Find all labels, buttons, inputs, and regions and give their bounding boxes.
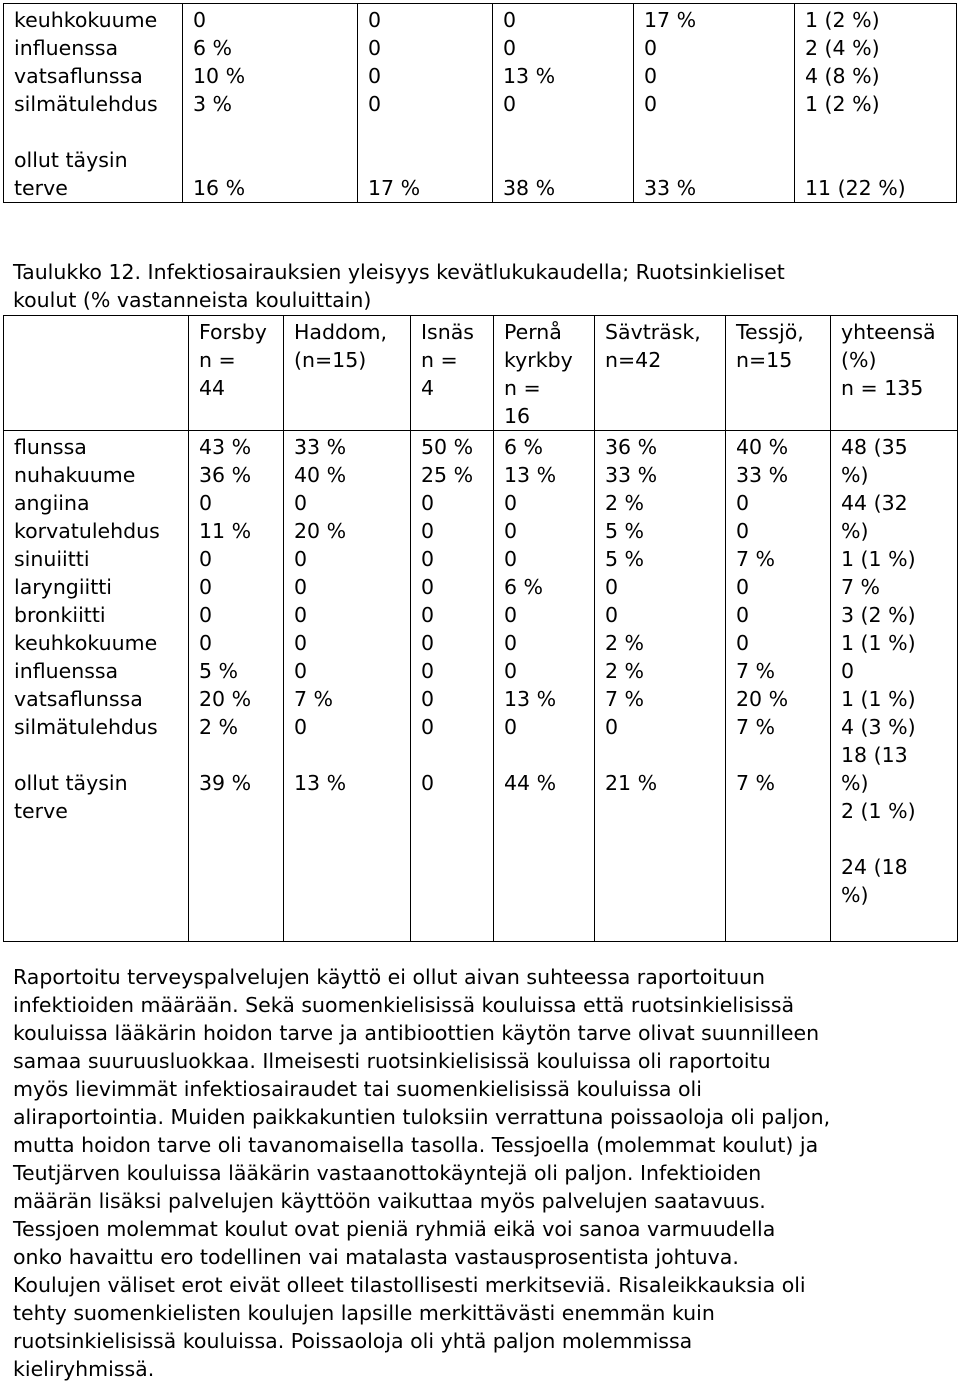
text-line: silmätulehdus xyxy=(14,715,158,739)
text-line xyxy=(805,118,950,146)
text-line: bronkiitti xyxy=(14,603,106,627)
text-line xyxy=(504,741,588,769)
text-line: 38 % xyxy=(503,176,556,200)
main-table-header-row xyxy=(4,316,958,431)
header-cell xyxy=(595,316,726,431)
text-line: 13 % xyxy=(294,771,347,795)
text-line: n=42 xyxy=(605,348,662,372)
text-line: 0 xyxy=(504,715,518,739)
text-line: 16 xyxy=(504,404,531,428)
text-line: 1 (1 %) xyxy=(841,631,916,655)
text-line: 0 xyxy=(421,715,435,739)
text-line xyxy=(605,741,719,769)
text-line: 33 % xyxy=(644,176,697,200)
text-line xyxy=(368,118,486,146)
text-line xyxy=(368,146,486,174)
text-line: 24 (18 xyxy=(841,855,908,879)
text-line: 13 % xyxy=(504,687,557,711)
text-line xyxy=(736,741,824,769)
top-table-cell xyxy=(358,4,493,203)
header-cell xyxy=(411,316,494,431)
top-table-cell xyxy=(493,4,634,203)
text-line: 3 % xyxy=(193,92,233,116)
text-line: Tessjoen molemmat koulut ovat pieniä ryhmiä eikä voi sanoa varmuudella xyxy=(13,1217,776,1241)
text-line xyxy=(294,741,404,769)
text-line: 2 % xyxy=(605,659,645,683)
text-line: angiina xyxy=(14,491,90,515)
text-line: Pernå xyxy=(504,320,562,344)
top-table xyxy=(3,3,957,203)
text-line: Isnäs xyxy=(421,320,474,344)
text-line: 0 xyxy=(504,491,518,515)
text-line: 40 % xyxy=(736,435,789,459)
text-line: vatsaflunssa xyxy=(14,64,143,88)
text-line: ruotsinkielisissä kouluissa. Poissaoloja oli yhtä paljon molemmissa xyxy=(13,1329,693,1353)
text-line: 0 xyxy=(421,547,435,571)
text-line: Forsby xyxy=(199,320,267,344)
text-line: terve xyxy=(14,176,68,200)
text-line: 0 xyxy=(421,771,435,795)
text-line: 0 xyxy=(368,8,382,32)
text-line: 4 (3 %) xyxy=(841,715,916,739)
text-line: 6 % xyxy=(504,575,544,599)
text-line: 2 (4 %) xyxy=(805,36,880,60)
text-line: 21 % xyxy=(605,771,658,795)
text-line: 7 % xyxy=(736,547,776,571)
text-line: n = xyxy=(421,348,458,372)
text-line: ollut täysin xyxy=(14,771,128,795)
body-cell xyxy=(189,431,284,942)
text-line: 0 xyxy=(503,36,517,60)
body-cell xyxy=(4,431,189,942)
text-line: kieliryhmissä. xyxy=(13,1357,155,1381)
text-line: 0 xyxy=(421,659,435,683)
text-line: korvatulehdus xyxy=(14,519,160,543)
text-line xyxy=(14,118,176,146)
text-line: kyrkby xyxy=(504,348,573,372)
text-line: 0 xyxy=(736,519,750,543)
text-line: 0 xyxy=(294,603,308,627)
text-line: Teutjärven kouluissa lääkärin vastaanottokäyntejä oli paljon. Infektioiden xyxy=(13,1161,762,1185)
text-line: influenssa xyxy=(14,36,119,60)
text-line: 0 xyxy=(605,715,619,739)
body-cell xyxy=(411,431,494,942)
text-line xyxy=(421,741,487,769)
text-line: 20 % xyxy=(736,687,789,711)
text-line: 11 % xyxy=(199,519,252,543)
text-line: 36 % xyxy=(199,463,252,487)
text-line: 5 % xyxy=(199,659,239,683)
main-table xyxy=(3,315,958,942)
text-line: 44 xyxy=(199,376,226,400)
body-cell xyxy=(595,431,726,942)
text-line: 48 (35 xyxy=(841,435,908,459)
text-line: onko havaittu ero todellinen vai matalasta vastausprosentista johtuva. xyxy=(13,1245,739,1269)
text-line: (%) xyxy=(841,348,877,372)
text-line: %) xyxy=(841,463,869,487)
text-line: 7 % xyxy=(736,771,776,795)
text-line: 7 % xyxy=(294,687,334,711)
text-line xyxy=(199,741,277,769)
text-line: 33 % xyxy=(736,463,789,487)
text-line: %) xyxy=(841,883,869,907)
header-cell xyxy=(189,316,284,431)
text-line: influenssa xyxy=(14,659,119,683)
text-line: 0 xyxy=(421,575,435,599)
text-line: määrän lisäksi palvelujen käyttöön vaikuttaa myös palvelujen saatavuus. xyxy=(13,1189,766,1213)
text-line: 0 xyxy=(736,631,750,655)
text-line: 0 xyxy=(841,659,855,683)
text-line: 0 xyxy=(294,547,308,571)
text-line: %) xyxy=(841,519,869,543)
text-line: 0 xyxy=(504,631,518,655)
text-line: 0 xyxy=(644,92,658,116)
text-line xyxy=(14,741,182,769)
body-cell xyxy=(831,431,958,942)
top-table-cell xyxy=(183,4,358,203)
text-line: 0 xyxy=(504,547,518,571)
text-line: 43 % xyxy=(199,435,252,459)
text-line xyxy=(503,118,627,146)
header-cell xyxy=(4,316,189,431)
text-line xyxy=(644,146,788,174)
text-line: infektioiden määrään. Sekä suomenkielisissä kouluissa että ruotsinkielisissä xyxy=(13,993,795,1017)
text-line: 0 xyxy=(503,8,517,32)
text-line: ollut täysin xyxy=(14,148,128,172)
body-cell xyxy=(494,431,595,942)
text-line: 13 % xyxy=(503,64,556,88)
text-line: 6 % xyxy=(193,36,233,60)
text-line: 17 % xyxy=(644,8,697,32)
text-line: Koulujen väliset erot eivät olleet tilastollisesti merkitseviä. Risaleikkauksia oli xyxy=(13,1273,806,1297)
header-cell xyxy=(494,316,595,431)
text-line: 3 (2 %) xyxy=(841,603,916,627)
text-line: 0 xyxy=(504,659,518,683)
body-cell xyxy=(284,431,411,942)
text-line: nuhakuume xyxy=(14,463,136,487)
text-line: %) xyxy=(841,771,869,795)
text-line: 0 xyxy=(294,575,308,599)
text-line: tehty suomenkielisten koulujen lapsille merkittävästi enemmän kuin xyxy=(13,1301,715,1325)
text-line: n = 135 xyxy=(841,376,924,400)
text-line: aliraportointia. Muiden paikkakuntien tuloksiin verrattuna poissaoloja oli paljon, xyxy=(13,1105,831,1129)
text-line: 0 xyxy=(503,92,517,116)
main-table-body-row xyxy=(4,431,958,942)
text-line: laryngiitti xyxy=(14,575,112,599)
text-line: Raportoitu terveyspalvelujen käyttö ei ollut aivan suhteessa raportoituun xyxy=(13,965,766,989)
text-line: keuhkokuume xyxy=(14,8,158,32)
text-line: 44 (32 xyxy=(841,491,908,515)
text-line: Sävträsk, xyxy=(605,320,701,344)
text-line: 25 % xyxy=(421,463,474,487)
text-line: 13 % xyxy=(504,463,557,487)
text-line: samaa suuruusluokkaa. Ilmeisesti ruotsinkielisissä kouluissa oli raportoitu xyxy=(13,1049,771,1073)
text-line: 2 % xyxy=(605,631,645,655)
text-line: n = xyxy=(504,376,541,400)
text-line: 2 % xyxy=(199,715,239,739)
text-line: 44 % xyxy=(504,771,557,795)
text-line: 5 % xyxy=(605,519,645,543)
text-line xyxy=(193,118,351,146)
text-line: myös lievimmät infektiosairaudet tai suomenkielisissä kouluissa oli xyxy=(13,1077,702,1101)
text-line: n = xyxy=(199,348,236,372)
text-line: 7 % xyxy=(736,659,776,683)
text-line: Haddom, xyxy=(294,320,388,344)
text-line: 33 % xyxy=(294,435,347,459)
text-line: flunssa xyxy=(14,435,87,459)
header-cell xyxy=(726,316,831,431)
text-line: 0 xyxy=(368,92,382,116)
text-line: 7 % xyxy=(841,575,881,599)
text-line: 0 xyxy=(605,603,619,627)
text-line xyxy=(644,118,788,146)
text-line: 0 xyxy=(644,64,658,88)
top-table-cell xyxy=(634,4,795,203)
text-line: 0 xyxy=(736,575,750,599)
text-line: 0 xyxy=(199,631,213,655)
text-line: 0 xyxy=(294,659,308,683)
text-line: 0 xyxy=(736,603,750,627)
text-line: 0 xyxy=(294,631,308,655)
text-line: 0 xyxy=(644,36,658,60)
text-line: 0 xyxy=(199,491,213,515)
text-line: 0 xyxy=(421,631,435,655)
top-table-cell xyxy=(795,4,957,203)
text-line xyxy=(841,825,951,853)
text-line: 2 % xyxy=(605,491,645,515)
text-line: 0 xyxy=(368,36,382,60)
caption-line: koulut (% vastanneista kouluittain) xyxy=(13,288,372,312)
text-line: 0 xyxy=(421,519,435,543)
text-line xyxy=(805,146,950,174)
text-line: silmätulehdus xyxy=(14,92,158,116)
text-line: 1 (2 %) xyxy=(805,8,880,32)
text-line: 0 xyxy=(199,547,213,571)
text-line: 0 xyxy=(421,491,435,515)
text-line: 7 % xyxy=(736,715,776,739)
table-caption xyxy=(13,258,943,314)
text-line: 17 % xyxy=(368,176,421,200)
text-line: 1 (1 %) xyxy=(841,547,916,571)
text-line: n=15 xyxy=(736,348,793,372)
text-line: 0 xyxy=(199,603,213,627)
caption-line: Taulukko 12. Infektiosairauksien yleisyys kevätlukukaudella; Ruotsinkieliset xyxy=(13,260,785,284)
text-line: Tessjö, xyxy=(736,320,804,344)
top-table-row xyxy=(4,4,957,203)
text-line: sinuiitti xyxy=(14,547,90,571)
header-cell xyxy=(831,316,958,431)
text-line: 7 % xyxy=(605,687,645,711)
text-line: yhteensä xyxy=(841,320,936,344)
text-line: vatsaflunssa xyxy=(14,687,143,711)
text-line: 1 (1 %) xyxy=(841,687,916,711)
text-line: 11 (22 %) xyxy=(805,176,906,200)
text-line: 0 xyxy=(294,715,308,739)
text-line: 10 % xyxy=(193,64,246,88)
top-table-cell xyxy=(4,4,183,203)
text-line: 6 % xyxy=(504,435,544,459)
text-line: 40 % xyxy=(294,463,347,487)
text-line xyxy=(503,146,627,174)
text-line: 1 (2 %) xyxy=(805,92,880,116)
body-paragraph xyxy=(13,963,948,1383)
text-line: 0 xyxy=(193,8,207,32)
text-line: 0 xyxy=(368,64,382,88)
text-line: 33 % xyxy=(605,463,658,487)
text-line: (n=15) xyxy=(294,348,367,372)
text-line: 0 xyxy=(294,491,308,515)
text-line: 0 xyxy=(199,575,213,599)
body-cell xyxy=(726,431,831,942)
text-line: 20 % xyxy=(199,687,252,711)
text-line: 0 xyxy=(504,603,518,627)
text-line: 0 xyxy=(605,575,619,599)
text-line: 5 % xyxy=(605,547,645,571)
text-line: mutta hoidon tarve oli tavanomaisella tasolla. Tessjoella (molemmat koulut) ja xyxy=(13,1133,819,1157)
text-line: kouluissa lääkärin hoidon tarve ja antibioottien käytön tarve olivat suunnilleen xyxy=(13,1021,820,1045)
text-line: 20 % xyxy=(294,519,347,543)
text-line: 16 % xyxy=(193,176,246,200)
header-cell xyxy=(284,316,411,431)
text-line: terve xyxy=(14,799,68,823)
text-line: 0 xyxy=(421,687,435,711)
text-line: 4 (8 %) xyxy=(805,64,880,88)
text-line: 39 % xyxy=(199,771,252,795)
text-line: 0 xyxy=(504,519,518,543)
text-line: 50 % xyxy=(421,435,474,459)
text-line: 18 (13 xyxy=(841,743,908,767)
text-line: 0 xyxy=(736,491,750,515)
text-line: keuhkokuume xyxy=(14,631,158,655)
text-line: 0 xyxy=(421,603,435,627)
text-line xyxy=(193,146,351,174)
text-line: 2 (1 %) xyxy=(841,799,916,823)
text-line: 4 xyxy=(421,376,435,400)
text-line: 36 % xyxy=(605,435,658,459)
